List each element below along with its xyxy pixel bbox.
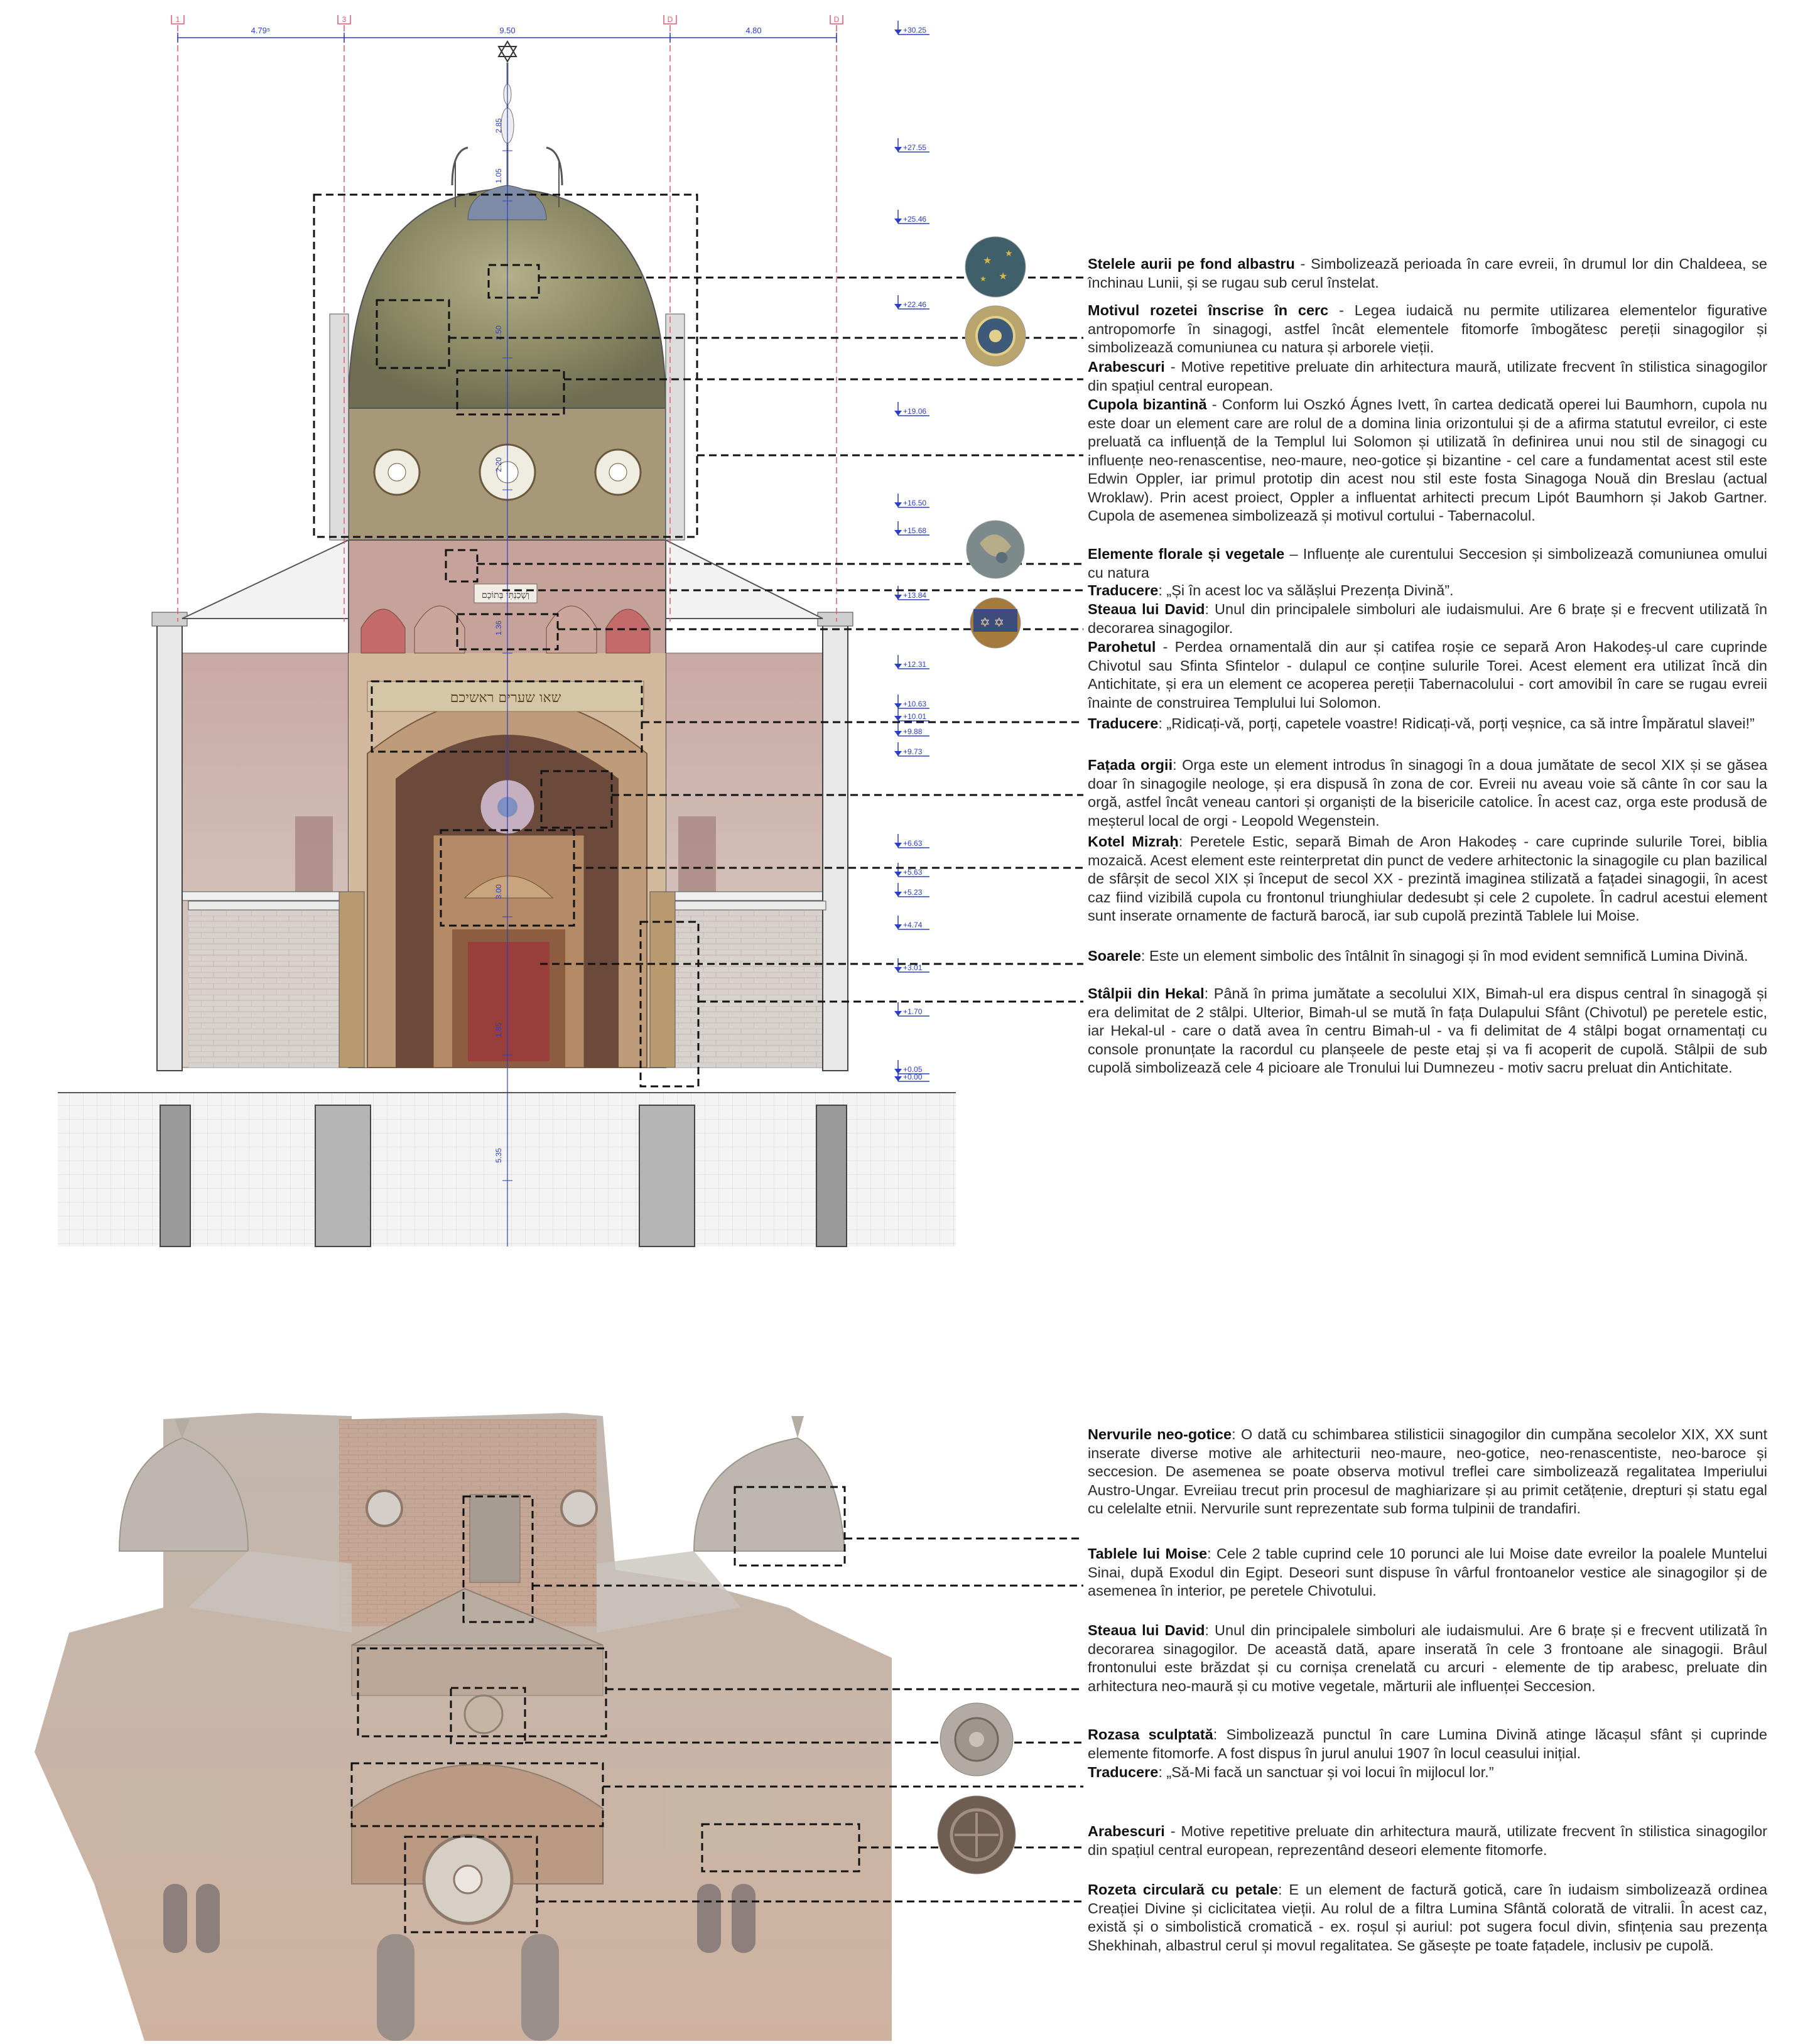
level-value: +5.63 bbox=[903, 868, 923, 877]
annotation-text: Legea iudaică nu permite utilizarea elementelor figurative antropomorfe în sinagogi, astfel încât elementele fitomorfe îmbogătesc pereții sinagogilor și simbolizează comuniunea cu natura și arborele vieții. bbox=[1088, 302, 1768, 355]
level-marker bbox=[894, 863, 929, 877]
svg-text:וְשָׁכַנְתִּי בְּתוֹכָם: וְשָׁכַנְתִּי בְּתוֹכָם bbox=[482, 590, 529, 600]
level-value: +5.23 bbox=[903, 888, 923, 897]
level-value: +4.74 bbox=[903, 921, 923, 929]
vertical-dimension-value: 1.85 bbox=[494, 1022, 503, 1037]
level-marker bbox=[894, 834, 929, 848]
annotation-separator: : bbox=[1205, 1622, 1215, 1638]
level-value: +3.01 bbox=[903, 963, 923, 972]
annotation-separator: - bbox=[1294, 256, 1311, 272]
annotation-title: Traducere bbox=[1088, 715, 1159, 732]
level-value: +9.88 bbox=[903, 727, 923, 736]
annotation-title: Motivul rozetei înscrise în cerc bbox=[1088, 302, 1329, 318]
level-marker bbox=[894, 210, 929, 224]
annotation-separator: : bbox=[1232, 1426, 1241, 1442]
column-left bbox=[339, 892, 364, 1068]
level-marker bbox=[894, 402, 929, 416]
annotation bbox=[1088, 638, 1767, 712]
annotation-text: Influențe ale curentului Seccesion și simbolizează comuniunea omului cu natura bbox=[1088, 546, 1767, 581]
annotation-text: Cele 2 table cuprind cele 10 porunci ale lui Moise date evreilor la poalele Muntelui Sinai, după Exodul din Egipt. Deseori sunt dispuse în vârful frontoanelor vestice ale sinagogilor și de asemenea în interior, pe peretele Chivotului. bbox=[1088, 1545, 1767, 1599]
dimension-value: 9.50 bbox=[499, 26, 516, 35]
annotation-title: Stâlpii din Hekal bbox=[1088, 985, 1205, 1002]
level-value: +0.05 bbox=[903, 1065, 923, 1074]
level-marker bbox=[894, 521, 929, 535]
annotation bbox=[1088, 301, 1767, 357]
level-marker bbox=[894, 138, 929, 152]
foundation-right bbox=[816, 1105, 847, 1246]
annotation bbox=[1088, 255, 1767, 292]
axis-label: D bbox=[833, 15, 840, 24]
annotation-separator: : bbox=[1178, 833, 1190, 850]
svg-text:✡ ✡: ✡ ✡ bbox=[980, 616, 1005, 630]
level-value: +6.63 bbox=[903, 839, 923, 848]
annotation-text: Unul din principalele simboluri ale iudaismului. Are 6 brațe și e frecvent utilizată în decorarea sinagogilor. De această dată, apare inserată în cele 3 frontoane ale sinagogii. Brâul frontonului este brăzdat și cu cornișa crenelată cu arcuri - elemente de tip arabesc, preluate din arhitectura neo-maură și cu motive vegetale, mărturii ale influenței Seccesion. bbox=[1088, 1622, 1768, 1694]
facade-photo bbox=[35, 1413, 1083, 2041]
level-value: +15.68 bbox=[903, 526, 927, 535]
level-value: +9.73 bbox=[903, 747, 923, 756]
level-marker bbox=[894, 695, 929, 708]
annotation-text: E un element de factură gotică, care în iudaism simbolizează ordinea Creației Divine și ciclicitatea vieții. Au rolul de a filtra Lumina Sfântă colorată de vitralii. În acest caz, există și o simbolistică cromatică - ex. roșul și auriul: pot sugera focul divin, sfințenia sau prezența Shekhinah, albastrul cerul și movul regalitatea. Se găsește pe toate fațadele, inclusiv pe cupolă. bbox=[1088, 1881, 1768, 1954]
svg-text:★: ★ bbox=[1005, 248, 1013, 258]
annotation bbox=[1088, 1881, 1767, 1955]
arabesque-detail bbox=[938, 1796, 1016, 1874]
vertical-dimension-value: 5.35 bbox=[494, 1148, 503, 1163]
annotation bbox=[1088, 715, 1767, 733]
annotation-separator: : bbox=[1158, 582, 1167, 598]
level-markers bbox=[894, 21, 929, 1081]
axis-label: 1 bbox=[175, 15, 180, 24]
level-marker bbox=[894, 722, 929, 736]
annotation-separator: : bbox=[1140, 948, 1149, 964]
axis-label: D bbox=[667, 15, 673, 24]
annotation-title: Arabescuri bbox=[1088, 1823, 1165, 1839]
annotation-title: Soarele bbox=[1088, 948, 1141, 964]
svg-text:★: ★ bbox=[999, 271, 1008, 282]
annotation-title: Steaua lui David bbox=[1088, 601, 1205, 617]
foundation-pier-right bbox=[639, 1105, 695, 1246]
level-marker bbox=[894, 494, 929, 507]
vertical-dimension-value: 1.36 bbox=[494, 620, 503, 635]
level-value: +1.70 bbox=[903, 1007, 923, 1016]
star-tile-detail bbox=[970, 598, 1021, 648]
dimension-value: 4.79⁵ bbox=[251, 26, 271, 35]
annotation bbox=[1088, 985, 1767, 1078]
annotation-separator: : bbox=[1158, 1764, 1167, 1780]
annotation bbox=[1088, 1545, 1767, 1601]
level-marker bbox=[894, 742, 929, 756]
annotation-title: Traducere bbox=[1088, 582, 1159, 598]
level-marker bbox=[894, 655, 929, 669]
section-drawing bbox=[58, 15, 1083, 1246]
annotation bbox=[1088, 581, 1767, 600]
annotation-text: „Să-Mi facă un sanctuar și voi locui în mijlocul lor.” bbox=[1166, 1764, 1494, 1780]
vertical-dimension-value: 3.00 bbox=[494, 884, 503, 899]
level-marker bbox=[894, 883, 929, 897]
annotation bbox=[1088, 396, 1767, 526]
annotation-text: Este un element simbolic des întâlnit în sinagogi și în mod evident semnifică Lumina Divină. bbox=[1149, 948, 1748, 964]
annotation-text: Orga este un element introdus în sinagogi în a doua jumătate de secol XIX și se găsea doar în sinagogile neologe, și era dispusă în zona de cor. Evreii nu aveau voie să cânte în cor sau la orgă, astfel încât veneau cantori și organiști de la bisericile catolice. În acest caz, orga este produsă de meșterul local de orgi - Leopold Wegenstein. bbox=[1088, 757, 1768, 829]
annotation bbox=[1088, 833, 1767, 926]
floral-detail bbox=[967, 521, 1024, 578]
level-marker bbox=[894, 21, 929, 35]
level-value: +13.84 bbox=[903, 591, 927, 600]
level-marker bbox=[894, 1002, 929, 1016]
annotation-title: Steaua lui David bbox=[1088, 1622, 1205, 1638]
annotation-text: Unul din principalele simboluri ale iudaismului. Are 6 brațe și e frecvent utilizată în decorarea sinagogilor. bbox=[1088, 601, 1768, 636]
grid-axis-tags bbox=[171, 15, 843, 24]
level-marker bbox=[894, 916, 929, 929]
annotation-text: Până în prima jumătate a secolului XIX, Bimah-ul era dispus central în sinagogă și era delimitat de 2 stâlpi. Ulterior, Bimah-ul se mută în fața Dulapului Sfânt (Chivotul) pe peretele estic, iar Hekal-ul - care o dată avea în centru Bimah-ul - va fi delimitat de 4 stâlpi bogat ornamentați cu console pronunțate la racordul cu planșeele de peste etaj și va fi acoperit de cupolă. Stâlpii de sub cupolă simbolizează cele 4 picioare ale Tronului lui Dumnezeu - motiv sacru preluat din Antichitate. bbox=[1088, 985, 1767, 1076]
annotation bbox=[1088, 947, 1767, 966]
svg-text:★: ★ bbox=[983, 256, 992, 266]
annotation-text: Motive repetitive preluate din arhitectura maură, utilizate frecvent în stilistica sinagogilor din spațiul central european, reprezentând deseori elemente fitomorfe. bbox=[1088, 1823, 1767, 1858]
annotation-text: Motive repetitive preluate din arhitectura maură, utilizate frecvent în stilistica sinagogilor din spațiul central european. bbox=[1088, 359, 1767, 394]
annotation-title: Parohetul bbox=[1088, 639, 1156, 655]
annotation bbox=[1088, 545, 1767, 582]
foundation-left bbox=[160, 1105, 190, 1246]
annotation-separator: - bbox=[1328, 302, 1355, 318]
level-marker bbox=[894, 295, 929, 309]
carved-rosette-detail bbox=[940, 1703, 1013, 1776]
level-value: +19.06 bbox=[903, 407, 927, 416]
annotation-title: Arabescuri bbox=[1088, 359, 1165, 375]
annotation bbox=[1088, 1726, 1767, 1763]
foundation-pier-left bbox=[315, 1105, 371, 1246]
annotation-title: Rozasa sculptată bbox=[1088, 1726, 1213, 1743]
rosette-detail bbox=[965, 306, 1026, 366]
gold-stars-detail bbox=[965, 237, 1026, 297]
level-value: +22.46 bbox=[903, 300, 927, 309]
annotation-title: Rozeta circulară cu petale bbox=[1088, 1881, 1278, 1898]
annotation bbox=[1088, 756, 1767, 830]
annotation-separator: – bbox=[1284, 546, 1303, 562]
annotation-text: Conform lui Oszkó Ágnes Ivett, în cartea dedicată operei lui Baumhorn, cupola nu este doar un element care are rolul de a domina linia orizontului și de a afirma statutul evreilor, ci este preluată ca influență de la Templul lui Solomon și utilizată în definirea unui nou stil de sinagogi cu influențe neo-renascentise, neo-maure, neo-gotice și bizantine - cel care a fundamentat acest stil este Edwin Oppler, iar primul prototip din acest nou stil este fosta Sinagoga Nouă din Breslau (actual Wroklaw). Prin acest proiect, Oppler a influentat arhitecti precum Lipót Baumhorn și Jakob Gartner. Cupola de asemenea simbolizează și motivul cortului - Tabernacolul. bbox=[1088, 396, 1768, 524]
level-marker bbox=[894, 586, 929, 600]
level-value: +27.55 bbox=[903, 143, 927, 152]
level-value: +10.01 bbox=[903, 712, 927, 721]
dimension-value: 4.80 bbox=[745, 26, 762, 35]
annotation-title: Fațada orgii bbox=[1088, 757, 1173, 773]
inscription-text: שאו שערים ראשיכם bbox=[450, 690, 561, 706]
annotation-text: „Și în acest loc va sălășlui Prezența Divină”. bbox=[1166, 582, 1454, 598]
annotation-text: Simbolizează perioada în care evreii, în drumul lor din Chaldeea, se închinau Lunii, și se rugau sub cerul înstelat. bbox=[1088, 256, 1767, 291]
annotation-title: Nervurile neo-gotice bbox=[1088, 1426, 1232, 1442]
annotation-title: Elemente florale și vegetale bbox=[1088, 546, 1285, 562]
level-marker bbox=[894, 707, 929, 721]
annotation-text: „Ridicați-vă, porți, capetele voastre! Ridicați-vă, porți veșnice, ca să intre Împăratul slavei!” bbox=[1166, 715, 1755, 732]
annotation-separator: - bbox=[1164, 1823, 1181, 1839]
column-right bbox=[650, 892, 675, 1068]
annotation-separator: : bbox=[1204, 985, 1214, 1002]
annotation-text: O dată cu schimbarea stilisticii sinagogilor din cumpăna secolelor XIX, XX sunt inserate diverse motive ale arhitecturii neo-maure, neo-gotice, neo-renascentiste, neo-baroce și seccesion. De asemenea se poate observa motivul treflei care simbolizează regalitatea Imperiului Austro-Ungar. Evreiiau trecut prin procesul de maghiarizare și au primit cetățenie, drepturi și statu egal cu celelalte etnii. Nervurile sunt reprezentate sub forma tulpinii de trandafiri. bbox=[1088, 1426, 1768, 1517]
annotation-separator: : bbox=[1277, 1881, 1289, 1898]
level-marker bbox=[894, 1060, 929, 1074]
star-of-david-icon bbox=[499, 41, 516, 62]
annotation bbox=[1088, 1822, 1767, 1859]
annotation-text: Simbolizează punctul în care Lumina Divină atinge lăcașul sfânt și cuprinde elemente fitomorfe. A fost dispus în jurul anului 1907 în locul ceasului inițial. bbox=[1088, 1726, 1767, 1761]
level-value: +25.46 bbox=[903, 215, 927, 224]
level-value: +16.50 bbox=[903, 499, 927, 507]
annotation-text: Peretele Estic, separă Bimah de Aron Hakodeș - care cuprinde sulurile Torei, biblia mozaică. Acest element este reinterpretat din punct de vedere arhitectonic la sinagogile cu plan bazilical de sfârșit de secol XIX și început de secol XX - prezintă imaginea stilizată a fațadei sinagogii, în acest caz fiind vizibilă cupola cu frontonul triunghiular dedesubt și cele 2 cupolete. În cadrul acestui element sunt inserate ornamente de factură barocă, iar sub cupolă prezintă Tablele lui Moise. bbox=[1088, 833, 1767, 924]
annotation-separator: - bbox=[1164, 359, 1181, 375]
annotation-separator: : bbox=[1213, 1726, 1227, 1743]
axis-label: 3 bbox=[342, 15, 347, 24]
annotation-separator: : bbox=[1205, 601, 1215, 617]
annotation-separator: : bbox=[1173, 757, 1183, 773]
vertical-dimension-value: 1.05 bbox=[494, 168, 503, 183]
svg-text:★: ★ bbox=[980, 274, 987, 283]
annotation bbox=[1088, 1425, 1767, 1518]
annotation-title: Traducere bbox=[1088, 1764, 1159, 1780]
level-value: +0.00 bbox=[903, 1073, 923, 1081]
vertical-dimension-value: 2.20 bbox=[494, 457, 503, 472]
annotation-title: Kotel Mizraḥ bbox=[1088, 833, 1179, 850]
level-value: +12.31 bbox=[903, 660, 927, 669]
annotation bbox=[1088, 600, 1767, 637]
annotation-text: Perdea ornamentală din aur și catifea roșie ce separă Aron Hakodeș-ul care cuprinde Chivotul sau Sfinta Sfintelor - dulapul ce conține sulurile Torei. Acest element era utilizat încă din Antichitate, și era un element ce acoperea pereții Tabernacolului - cort amovibil în care se rugau evreii înainte de construirea Templului lui Solomon. bbox=[1088, 639, 1767, 711]
annotation-title: Cupola bizantină bbox=[1088, 396, 1207, 413]
annotation-title: Tablele lui Moise bbox=[1088, 1545, 1208, 1562]
vertical-dimension-value: 2.85 bbox=[494, 118, 503, 133]
annotation-separator: : bbox=[1207, 1545, 1217, 1562]
annotation bbox=[1088, 358, 1767, 395]
annotation-separator: : bbox=[1158, 715, 1167, 732]
vertical-dimension-value: 2.50 bbox=[494, 325, 503, 340]
level-value: +30.25 bbox=[903, 26, 927, 35]
annotation bbox=[1088, 1763, 1767, 1782]
level-marker bbox=[894, 958, 929, 972]
annotation-title: Stelele aurii pe fond albastru bbox=[1088, 256, 1295, 272]
level-value: +10.63 bbox=[903, 700, 927, 708]
annotation bbox=[1088, 1621, 1767, 1695]
small-dome-right bbox=[694, 1438, 845, 1551]
annotation-separator: - bbox=[1206, 396, 1222, 413]
annotation-separator: - bbox=[1156, 639, 1175, 655]
